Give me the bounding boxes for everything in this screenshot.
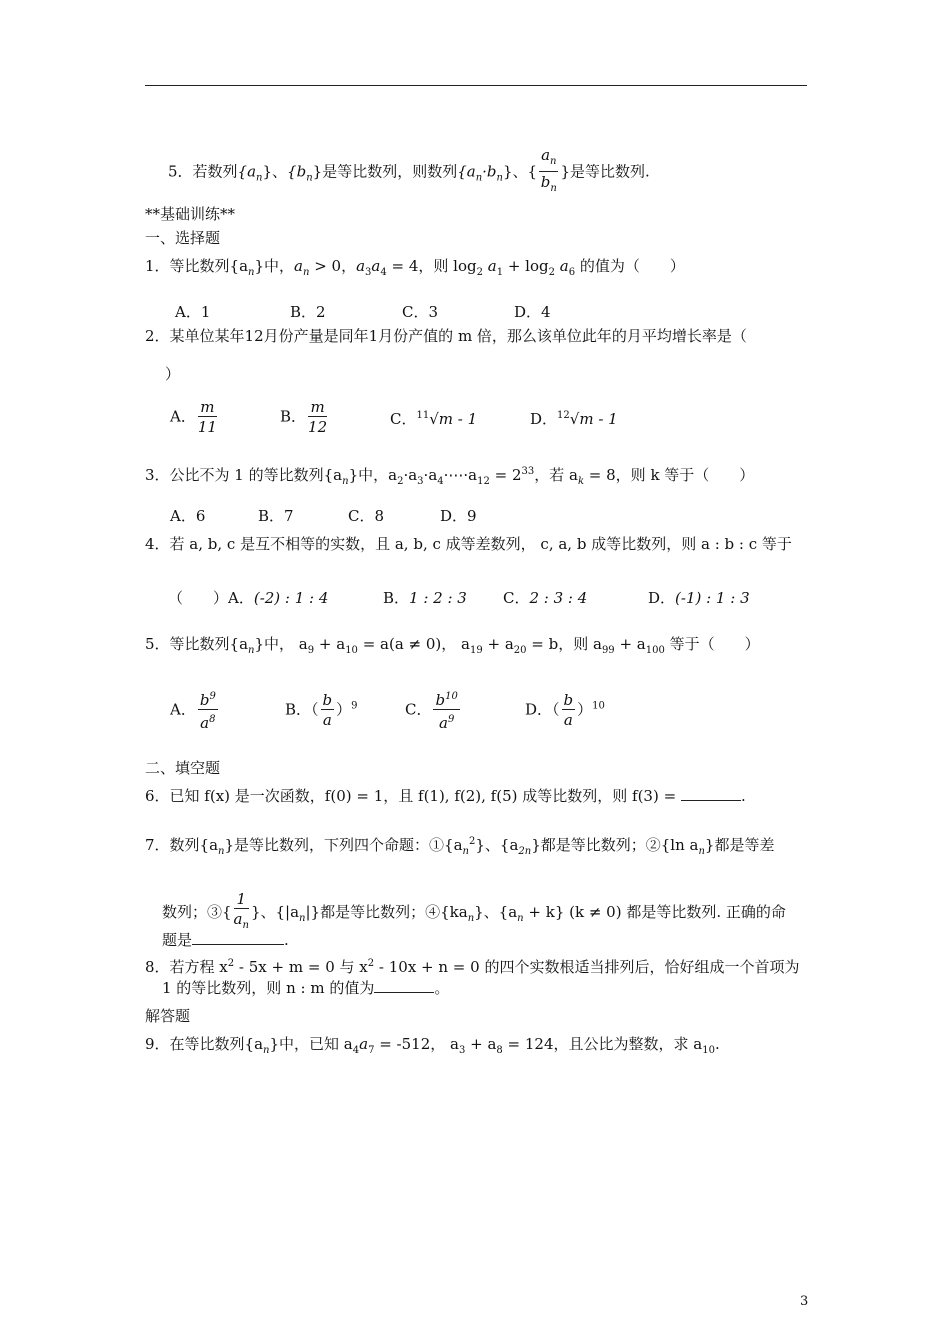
q1-options <box>175 302 551 322</box>
header-rule <box>145 85 807 86</box>
q2-option-d: D．$^{12}$√m - 1 <box>530 410 618 428</box>
question-7-line-2: 数列；③{ $\frac{1}{a_n}$ }、$\{|a_n|\}$都是等比数列；$④\{ka_n\}$、$\{a_n + k\} (k \ne 0)$ 都是等比数列. 正确的命 <box>162 890 786 931</box>
question-9: 9．在等比数列$\{a_n\}$中，已知 $a_4a_7 = -512$， $a_3 + a_8 = 124$，且公比为整数，求 $a_{10}$. <box>145 1035 720 1056</box>
intro-text: 5．若数列 <box>168 162 238 181</box>
q2-option-c: C．$^{11}$√m - 1 <box>390 410 478 428</box>
question-5: 5．等比数列$\{a_n\}$中， $a_9 + a_{10} = a(a \ne 0)$， $a_{19} + a_{20} = b$，则 $a_{99} + a_{100}$ 等于（ ） <box>145 635 760 656</box>
question-2-cont: ） <box>165 365 181 383</box>
q4-option-b: B．1 : 2 : 3 <box>383 589 467 607</box>
seq-a: {a <box>237 162 257 181</box>
q4-options <box>168 588 750 608</box>
question-4: 4．若 a, b, c 是互不相等的实数，且 a, b, c 成等差数列， c, a, b 成等比数列，则 a : b : c 等于 <box>145 535 792 553</box>
q3-option-b: B．7 <box>258 507 294 525</box>
q3-option-a: A．6 <box>170 507 206 525</box>
q8-answer-blank[interactable] <box>374 978 434 993</box>
q1-option-a: A．1 <box>175 303 211 321</box>
question-8-line-2: 1 的等比数列，则 n : m 的值为 。 <box>162 979 450 997</box>
seq-prod-b: ·b <box>482 162 497 181</box>
q1-option-c: C．3 <box>402 303 439 321</box>
q2-option-a: A． $\frac{m}{11}$ <box>170 398 217 436</box>
q4-option-d: D．(-1) : 1 : 3 <box>648 589 750 607</box>
question-1: 1．等比数列$\{a_n\}$中，$a_n > 0$，$a_3a_4 = 4$，则 $\log_2 a_1 + \log_2 a_6$ 的值为（ ） <box>145 257 685 278</box>
question-3: 3．公比不为 1 的等比数列$\{a_n\}$中，$a_2\cdot a_3\cdot a_4\cdot\cdots\cdot a_{12} = 2^{33}$，若 $a_k = 8$，则 k 等于（ ） <box>145 466 755 487</box>
q4-option-a: （ ）A．(-2) : 1 : 4 <box>168 589 329 607</box>
q5-option-d: D．（ $\frac{b}{a}$ ）$^{10}$ <box>525 691 605 729</box>
q2-options <box>170 398 618 437</box>
seq-prod: {a <box>457 162 476 181</box>
seq-b: {b <box>287 162 307 181</box>
q1-option-d: D．4 <box>514 303 551 321</box>
q5-option-b: B．（ $\frac{b}{a}$ ）$^9$ <box>285 691 358 729</box>
heading-choice: 一、选择题 <box>145 229 221 247</box>
intro-item-5: 5．若数列$\{a_n\}$、$\{b_n\}$是等比数列，则数列$\{a_n\cdot b_n\}$、{ $\frac{a_n}{b_n}$ }是等比数列. <box>168 146 650 199</box>
q3-option-d: D．9 <box>440 507 477 525</box>
q3-option-c: C．8 <box>348 507 385 525</box>
question-2: 2．某单位某年12月份产量是同年1月份产值的 m 倍，那么该单位此年的月平均增长率是（ <box>145 327 747 345</box>
q2-option-b: B． $\frac{m}{12}$ <box>280 398 328 436</box>
q3-options <box>170 506 477 526</box>
sep: }、 <box>262 162 288 181</box>
page-number: 3 <box>800 1294 809 1309</box>
q5-options <box>170 688 605 733</box>
question-7: 7．数列$\{a_n\}$是等比数列，下列四个命题：$①\{a_n^2\}$、$\{a_{2n}\}$都是等比数列；②{ln $a_n$}都是等差 <box>145 836 775 857</box>
q1-option-b: B．2 <box>290 303 326 321</box>
q7-answer-blank[interactable] <box>192 930 284 945</box>
fraction-a-over-b: $\frac{a_n}{b_n}$ <box>540 146 557 194</box>
heading-answer: 解答题 <box>145 1007 191 1025</box>
question-8: 8．若方程 $x^2 - 5x + m = 0$ 与 $x^2 - 10x + n = 0$ 的四个实数根适当排列后，恰好组成一个首项为 <box>145 958 800 976</box>
heading-basic-training: **基础训练** <box>145 205 236 223</box>
heading-fill: 二、填空题 <box>145 759 221 777</box>
question-7-line-3: 题是 . <box>162 931 289 949</box>
question-6: 6．已知 f(x) 是一次函数，f(0) = 1，且 f(1), f(2), f(5) 成等比数列，则 f(3) = . <box>145 787 746 805</box>
q6-answer-blank[interactable] <box>681 786 741 801</box>
q4-option-c: C．2 : 3 : 4 <box>503 589 588 607</box>
sep-2: }、{ <box>502 162 538 181</box>
intro-text-3: }是等比数列. <box>560 162 650 181</box>
q5-option-c: C． $\frac{b^{10}}{a^9}$ <box>405 688 525 733</box>
intro-text-2: }是等比数列，则数列 <box>312 162 458 181</box>
q5-option-a: A． $\frac{b^9}{a^8}$ <box>170 688 285 733</box>
